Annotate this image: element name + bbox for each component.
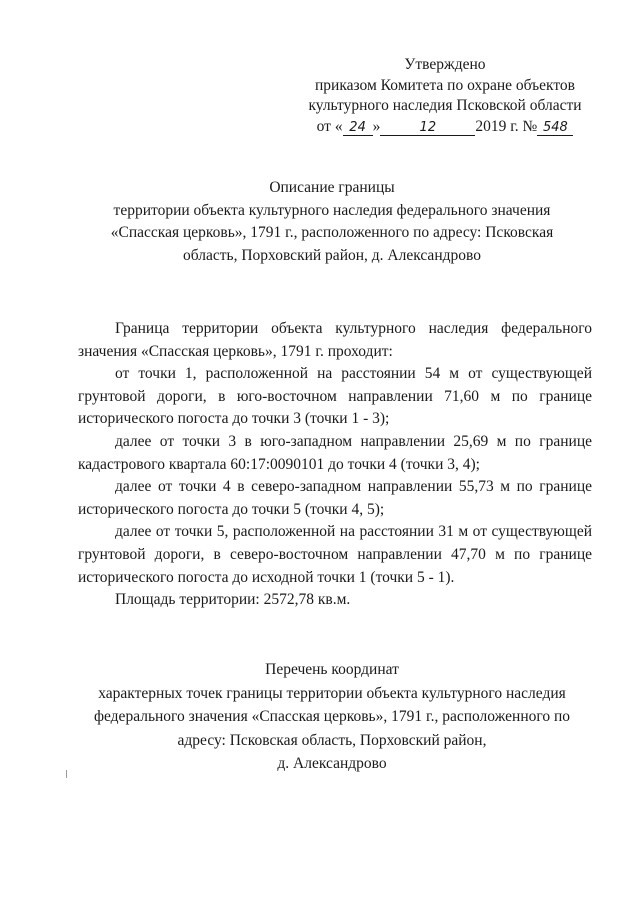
boundary-description-body <box>78 318 592 612</box>
body-paragraph: далее от точки 3 в юго-западном направлении 25,69 м по границе кадастрового квартала 60:17:0090101 до точки 4 (точки 3, 4); <box>78 432 592 473</box>
coordinates-subtitle-4: д. Александрово <box>277 755 387 772</box>
handwritten-order-number: 548 <box>537 121 573 136</box>
coordinates-subtitle-3: адресу: Псковская область, Порховский район, <box>177 731 487 749</box>
coordinates-subtitle-2: федерального значения «Спасская церковь», 1791 г., расположенного по <box>93 708 571 725</box>
approval-title: Утверждено <box>404 56 486 73</box>
date-suffix: 2019 г. № <box>475 117 538 135</box>
description-subtitle-3: область, Порховский район, д. Александрово <box>183 246 481 264</box>
approval-date-line <box>290 117 600 138</box>
description-subtitle-1: территории объекта культурного наследия федерального значения <box>113 201 551 219</box>
scan-artifact <box>66 770 67 778</box>
coordinates-subtitle-1: характерных точек границы территории объекта культурного наследия <box>98 684 566 702</box>
description-subtitle-2: «Спасская церковь», 1791 г., расположенного по адресу: Псковская <box>110 224 554 241</box>
approval-committee-line: культурного наследия Псковской области <box>308 97 582 114</box>
approval-stamp <box>290 55 600 137</box>
body-paragraph: Граница территории объекта культурного наследия федерального значения «Спасская церковь», 1791 г. проходит: <box>78 320 592 360</box>
body-paragraph: далее от точки 4 в северо-западном направлении 55,73 м по границе исторического погоста до точки 5 (точки 4, 5); <box>78 478 592 518</box>
date-prefix: от « <box>316 117 343 135</box>
territory-area: Площадь территории: 2572,78 кв.м. <box>115 591 351 609</box>
boundary-description-title <box>70 177 594 267</box>
handwritten-day: 24 <box>343 121 373 136</box>
handwritten-month: 12 <box>380 121 475 136</box>
description-heading: Описание границы <box>269 179 395 196</box>
coordinates-heading: Перечень координат <box>265 661 399 678</box>
body-paragraph: от точки 1, расположенной на расстоянии 54 м от существующей грунтовой дороги, в юго-восточном направлении 71,60 м по границе исторического погоста до точки 3 (точки 1 - 3); <box>78 365 592 428</box>
body-paragraph: далее от точки 5, расположенной на расстоянии 31 м от существующей грунтовой дороги, в северо-восточном направлении 47,70 м по границе исторического погоста до исходной точки 1 (точки 5 - 1). <box>78 523 592 586</box>
approval-order-line: приказом Комитета по охране объектов <box>314 76 575 94</box>
coordinates-list-title <box>70 658 594 776</box>
date-mid: » <box>372 117 381 135</box>
